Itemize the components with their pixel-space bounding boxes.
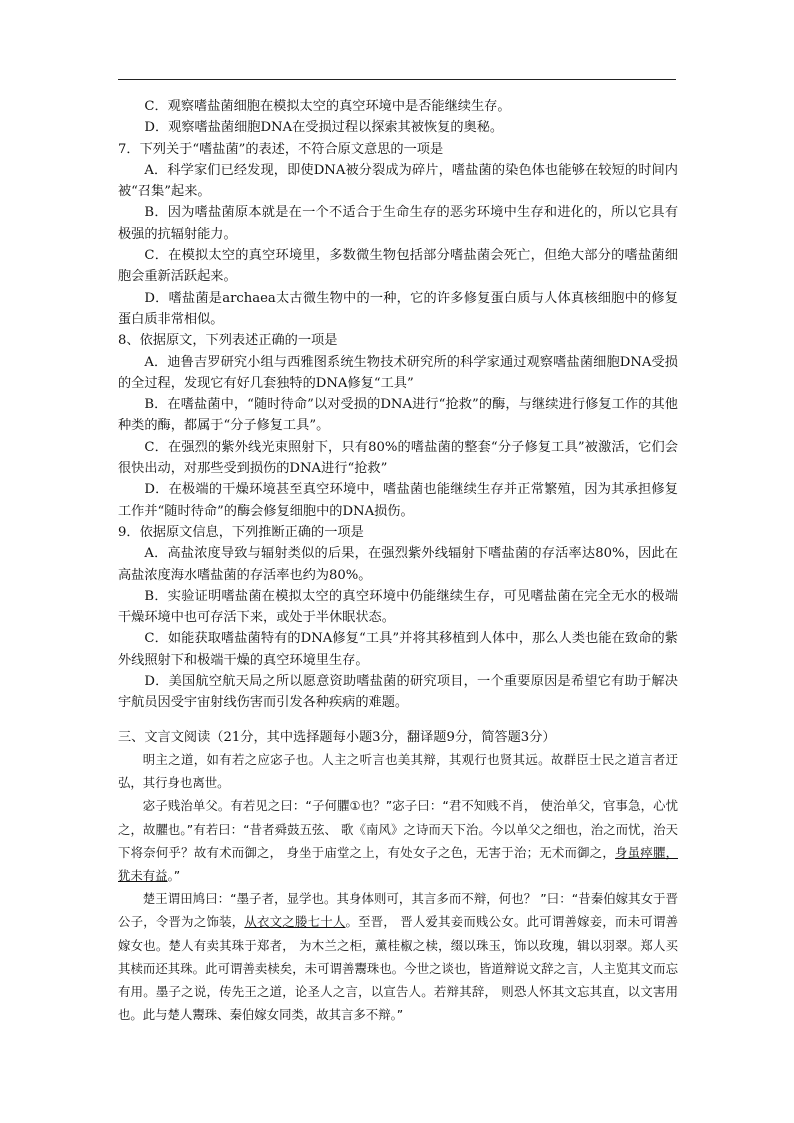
p2-underlined-phrase: 身虽瘁臞，犹未有益 bbox=[118, 844, 678, 883]
q9-option-b: B．实验证明嗜盐菌在模拟太空的真空环境中仍能继续生存，可见嗜盐菌在完全无水的极端干燥环境中也可存活下来，或处于半休眠状态。 bbox=[118, 588, 678, 626]
q8-option-c: C．在强烈的紫外线光束照射下，只有80%的嗜盐菌的整套“分子修复工具”被激活，它们会很快出动，对那些受到损伤的DNA进行“抢救” bbox=[118, 439, 678, 477]
q6-option-d: D．观察嗜盐菌细胞DNA在受损过程以探索其被恢复的奥秘。 bbox=[144, 120, 504, 136]
p3-text-before: 楚王谓田鸠曰：“墨子者，显学也。其身体则可，其言多而不辩，何也？ ”曰：“昔秦伯嫁其女于晋公子，令晋为之饰装， bbox=[118, 891, 678, 930]
document-body bbox=[118, 96, 678, 1026]
q9-option-d: D．美国航空航天局之所以愿意资助嗜盐菌的研究项目，一个重要原因是希望它有助于解决宇航员因受宇宙射线伤害而引发各种疾病的难题。 bbox=[118, 674, 678, 711]
q7-option-c: C．在模拟太空的真空环境里，多数微生物包括部分嗜盐菌会死亡，但绝大部分的嗜盐菌细胞会重新活跃起来。 bbox=[118, 248, 678, 285]
q8-option-b: B．在嗜盐菌中，“随时待命”以对受损的DNA进行“抢救”的酶，与继续进行修复工作的其他种类的酶，都属于“分子修复工具”。 bbox=[118, 397, 678, 434]
q8-stem: 8、依据原文，下列表述正确的一项是 bbox=[118, 333, 338, 349]
q9-stem: 9．依据原文信息，下列推断正确的一项是 bbox=[118, 524, 364, 540]
q9-option-a: A．高盐浓度导致与辐射类似的后果，在强烈紫外线辐射下嗜盐菌的存活率达80%，因此在高盐浓度海水嗜盐菌的存活率也约为80%。 bbox=[118, 546, 678, 583]
q7-option-d: D．嗜盐菌是archaea太古微生物中的一种，它的许多修复蛋白质与人体真核细胞中的修复蛋白质非常相似。 bbox=[118, 290, 678, 327]
q8-option-a: A．迪鲁吉罗研究小组与西雅图系统生物技术研究所的科学家通过观察嗜盐菌细胞DNA受损的全过程，发现它有好几套独特的DNA修复“工具” bbox=[118, 354, 678, 391]
p2-text-after: 。” bbox=[167, 867, 181, 883]
classical-paragraph-3 bbox=[118, 887, 678, 1026]
q9-option-c: C．如能获取嗜盐菌特有的DNA修复“工具”并将其移植到人体中，那么人类也能在致命的紫外线照射下和极端干燥的真空环境里生存。 bbox=[118, 631, 678, 668]
q7-stem: 7．下列关于“嗜盐菌”的表述，不符合原文意思的一项是 bbox=[118, 141, 444, 157]
q6-option-c: C．观察嗜盐菌细胞在模拟太空的真空环境中是否能继续生存。 bbox=[144, 99, 511, 114]
classical-paragraph-2 bbox=[118, 794, 678, 887]
section-3-heading: 三、文言文阅读（21分，其中选择题每小题3分，翻译题9分，简答题3分） bbox=[118, 729, 556, 745]
classical-paragraph-1: 明主之道，如有若之应宓子也。人主之听言也美其辩，其观行也贤其远。故群臣士民之道言者迂弘，其行身也离世。 bbox=[118, 751, 678, 791]
q7-option-a: A．科学家们已经发现，即使DNA被分裂成为碎片，嗜盐菌的染色体也能够在较短的时间内被“召集”起来。 bbox=[118, 162, 678, 200]
p3-text-after: 。至晋， 晋人爱其妾而贱公女。此可谓善嫁妾，而未可谓善嫁女也。楚人有卖其珠于郑者， 为木兰之柜，薰桂椒之椟，缀以珠玉，饰以玫瑰，辑以羽翠。郑人买其椟而还其珠。此可谓善卖椟矣，未可谓善鬻珠也。今世之谈也，皆道辩说文辞之言，人主览其文而忘有用。墨子之说，传先王之道，论圣人之言，以宣告人。若辩其辞， 则恐人怀其文忘其直，以文害用也。此与楚人鬻珠、秦伯嫁女同类，故其言多不辩。” bbox=[118, 914, 678, 1023]
q8-option-d: D．在极端的干燥环境甚至真空环境中，嗜盐菌也能继续生存并正常繁殖，因为其承担修复工作并“随时待命”的酶会修复细胞中的DNA损伤。 bbox=[118, 482, 678, 519]
header-rule bbox=[118, 79, 676, 80]
p3-underlined-phrase: 从衣文之媵七十人 bbox=[244, 914, 346, 930]
q7-option-b: B．因为嗜盐菌原本就是在一个不适合于生命生存的恶劣环境中生存和进化的，所以它具有极强的抗辐射能力。 bbox=[118, 205, 678, 242]
p2-text-before: 宓子贱治单父。有若见之曰：“子何臞①也？”宓子曰：“君不知贱不肖， 使治单父，官事急，心忧之，故臞也。”有若曰：“昔者舜鼓五弦、 歌《南风》之诗而天下治。今以单父之细也，治之而忧，治天下将奈何乎？故有术而御之， 身坐于庙堂之上，有处女子之色，无害于治；无术而御之， bbox=[118, 798, 678, 860]
